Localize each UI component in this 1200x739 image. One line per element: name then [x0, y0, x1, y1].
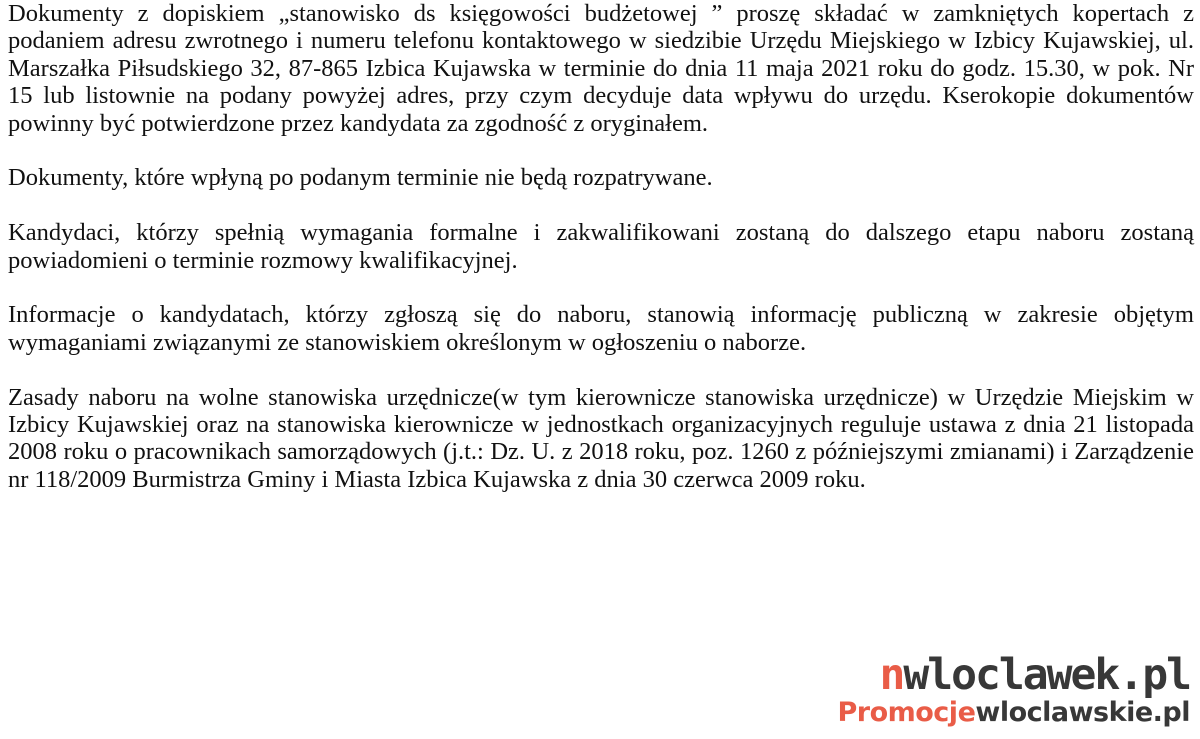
- paragraph-submission-instructions: Dokumenty z dopiskiem „stanowisko ds księgowości budżetowej ” proszę składać w zamkniętych kopertach z podaniem adresu zwrotnego i numeru telefonu kontaktowego w siedzibie Urzędu Miejskiego w Izbicy Kujawskiej, ul. Marszałka Piłsudskiego 32, 87-865 Izbica Kujawska w terminie do dnia 11 maja 2021 roku do godz. 15.30, w pok. Nr 15 lub listownie na podany powyżej adres, przy czym decyduje data wpływu do urzędu. Kserokopie dokumentów powinny być potwierdzone przez kandydata za zgodność z oryginałem.: [8, 0, 1194, 137]
- watermark-sub-accent: Promocje: [837, 697, 976, 728]
- paragraph-late-documents: Dokumenty, które wpłyną po podanym terminie nie będą rozpatrywane.: [8, 164, 713, 192]
- paragraph-qualified-candidates: Kandydaci, którzy spełnią wymagania formalne i zakwalifikowani zostaną do dalszego etapu naboru zostaną powiadomieni o terminie rozmowy kwalifikacyjnej.: [8, 219, 1194, 274]
- document-body: [8, 0, 1194, 521]
- paragraph-recruitment-rules: Zasady naboru na wolne stanowiska urzędnicze(w tym kierownicze stanowiska urzędnicze) w Urzędzie Miejskim w Izbicy Kujawskiej oraz na stanowiska kierownicze w jednostkach organizacyjnych reguluje ustawa z dnia 21 listopada 2008 roku o pracownikach samorządowych (j.t.: Dz. U. z 2018 roku, poz. 1260 z późniejszymi zmianami) i Zarządzenie nr 118/2009 Burmistrza Gminy i Miasta Izbica Kujawska z dnia 30 czerwca 2009 roku.: [8, 383, 1194, 493]
- watermark-main-rest: wloclawek.pl: [903, 650, 1190, 700]
- watermark-main-accent: n: [879, 650, 904, 700]
- watermark-sub-rest: wloclawskie.pl: [975, 697, 1190, 728]
- paragraph-public-information: Informacje o kandydatach, którzy zgłoszą się do naboru, stanowią informację publiczną w zakresie objętym wymaganiami związanymi ze stanowiskiem określonym w ogłoszeniu o naborze.: [8, 301, 1194, 356]
- watermark-sub-text: [830, 699, 1190, 726]
- site-watermark-logo: [830, 650, 1190, 728]
- watermark-main-text: [830, 650, 1190, 700]
